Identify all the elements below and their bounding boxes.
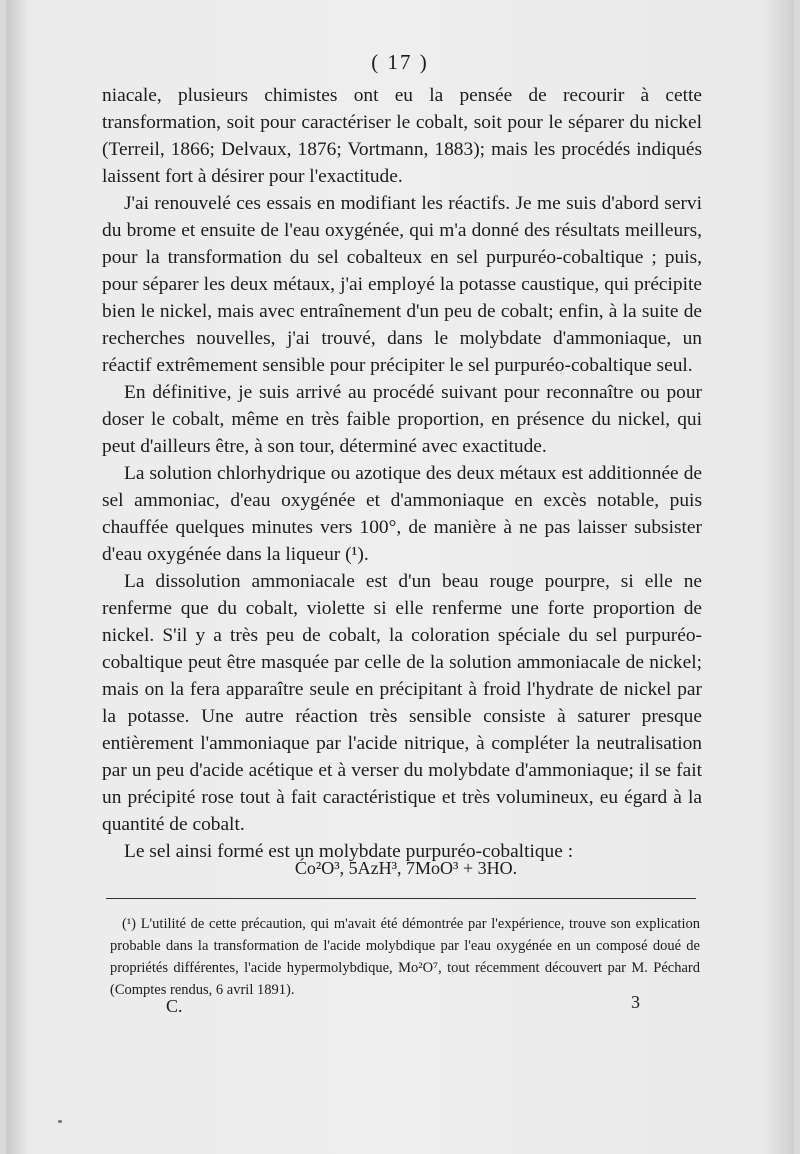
paragraph: En définitive, je suis arrivé au procédé suivant pour reconnaître ou pour doser le cobalt, même en très faible proportion, en présence du nickel, qui peut d'ailleurs être, à son tour, déterminé avec exactitude. bbox=[102, 382, 702, 457]
paper-speck bbox=[58, 1120, 62, 1123]
paragraph: niacale, plusieurs chimistes ont eu la pensée de recourir à cette transformation, soit pour caractériser le cobalt, soit pour le séparer du nickel (Terreil, 1866; Delvaux, 1876; Vortmann, 1883); mais les procédés indiqués laissent fort à désirer pour l'exactitude. bbox=[102, 85, 702, 187]
footnote-text: (¹) L'utilité de cette précaution, qui m'avait été démontrée par l'expérience, trouve son explication probable dans la transformation de l'acide molybdique par l'eau oxygénée en un composé doué de propriétés différentes, l'acide hypermolybdique, Mo²O⁷, tout récemment découvert par M. Péchard (Comptes rendus, 6 avril 1891). bbox=[110, 916, 700, 998]
footnote-divider bbox=[106, 898, 696, 899]
paragraph: La solution chlorhydrique ou azotique des deux métaux est additionnée de sel ammoniac, d'eau oxygénée et d'ammoniaque en excès notable, puis chauffée quelques minutes vers 100°, de manière à ne pas laisser subsister d'eau oxygénée dans la liqueur (¹). bbox=[102, 463, 702, 565]
page bbox=[6, 0, 794, 1154]
sheet-number: 3 bbox=[631, 992, 640, 1012]
chemical-formula: Ćo²O³, 5AzH³, 7MoO³ + 3HO. bbox=[294, 858, 518, 878]
paragraph: Le sel ainsi formé est un molybdate purpuréo-cobaltique : bbox=[124, 841, 574, 862]
page-number: ( 17 ) bbox=[371, 50, 429, 74]
signature-mark: C. bbox=[166, 996, 183, 1016]
paragraph: La dissolution ammoniacale est d'un beau rouge pourpre, si elle ne renferme que du cobalt, violette si elle renferme une forte proportion de nickel. S'il y a très peu de cobalt, la coloration spéciale du sel purpuréo-cobaltique peut être masquée par celle de la solution ammoniacale de nickel; mais on la fera apparaître seule en précipitant à froid l'hydrate de nickel par la potasse. Une autre réaction très sensible consiste à saturer presque entièrement l'ammoniaque par l'acide nitrique, à compléter la neutralisation par un peu d'acide acétique et à verser du molybdate d'ammoniaque; il se fait un précipité rose tout à fait caractéristique et très volumineux, eu égard à la quantité de cobalt. bbox=[102, 571, 702, 835]
body-text bbox=[102, 82, 702, 865]
paragraph: J'ai renouvelé ces essais en modifiant les réactifs. Je me suis d'abord servi du brome et ensuite de l'eau oxygénée, qui m'a donné des résultats meilleurs, pour la transformation du sel cobalteux en sel purpuréo-cobaltique ; puis, pour séparer les deux métaux, j'ai employé la potasse caustique, qui précipite bien le nickel, mais avec entraînement d'un peu de cobalt; enfin, à la suite de recherches nouvelles, j'ai trouvé, dans le molybdate d'ammoniaque, un réactif extrêmement sensible pour précipiter le sel purpuréo-cobaltique seul. bbox=[102, 193, 702, 376]
footnote bbox=[110, 913, 700, 1001]
